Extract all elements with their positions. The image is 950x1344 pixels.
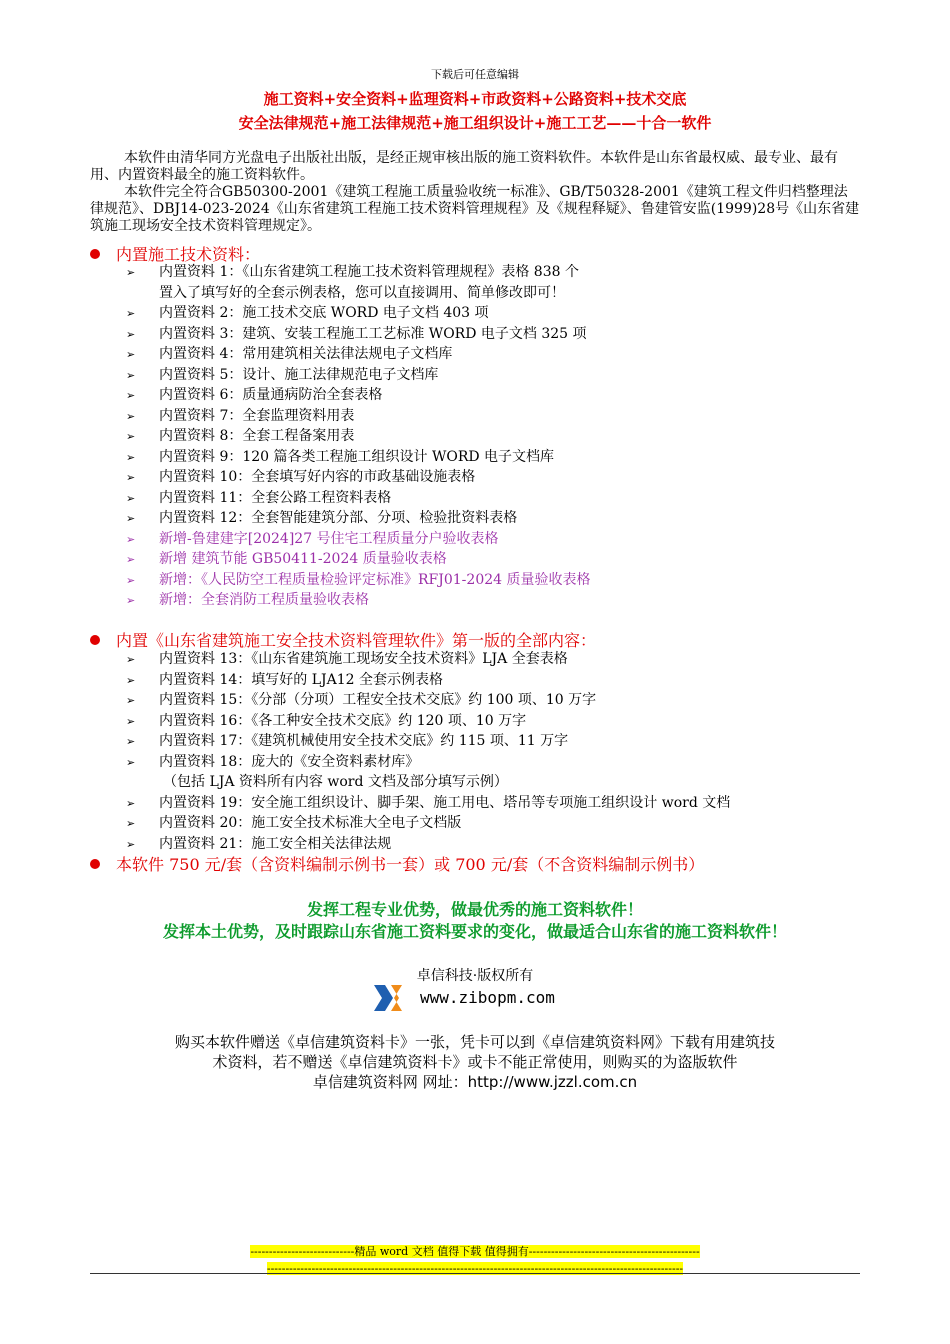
list-item-text: 内置资料 3：建筑、安装工程施工工艺标准 WORD 电子文档 325 项 [159,325,587,342]
list-item [126,303,591,324]
list-item [126,711,730,732]
arrow-bullet-icon: ➢ [126,796,136,810]
list-item-new [126,590,591,611]
price-text: 本软件 750 元/套（含资料编制示例书一套）或 700 元/套（不含资料编制示例书） [116,855,705,874]
arrow-bullet-icon: ➢ [126,450,136,464]
arrow-bullet-icon: ➢ [126,735,136,748]
edit-note: 下载后可任意编辑 [431,68,519,81]
list-item-text: 内置资料 11：全套公路工程资料表格 [159,489,392,506]
list-item-new [126,529,591,550]
list-item-text: 内置资料 12：全套智能建筑分部、分项、检验批资料表格 [159,510,518,526]
arrow-bullet-icon: ➢ [126,368,136,382]
arrow-bullet-icon: ➢ [126,409,136,423]
list-item [126,324,591,345]
list-item-text: 内置资料 9：120 篇各类工程施工组织设计 WORD 电子文档库 [159,448,555,465]
list-item [126,649,730,670]
site-address: 卓信建筑资料网 网址：http://www.jzzl.com.cn [312,1073,638,1091]
arrow-bullet-icon: ➢ [126,817,136,830]
list-item-text: 内置资料 13：《山东省建筑施工现场安全技术资料》LJA 全套表格 [159,651,568,667]
footer-divider [90,1273,860,1274]
list-item [126,834,730,855]
section-heading-safety [90,628,596,651]
list-item [126,752,730,773]
list-item-text: 置入了填写好的全套示例表格，您可以直接调用、简单修改即可！ [159,284,565,301]
list-item-text: 内置资料 8：全套工程备案用表 [159,428,355,444]
gift-notice-line-2: 术资料，若不赠送《卓信建筑资料卡》或卡不能正常使用，则购买的为盗版软件 [212,1053,738,1071]
list-item-text: 内置资料 1：《山东省建筑工程施工技术资料管理规程》表格 838 个 [159,264,579,280]
list-item-new [126,549,591,570]
arrow-bullet-icon: ➢ [126,430,136,443]
list-item-text: 新增：《人民防空工程质量检验评定标准》RFJ01-2024 质量验收表格 [159,571,591,588]
arrow-bullet-icon: ➢ [126,471,136,484]
list-item [126,467,591,488]
list-item [126,488,591,509]
banner-line-2: 安全法律规范+施工法律规范+施工组织设计+施工工艺——十合一软件 [238,114,712,132]
copyright-text: 卓信科技·版权所有 [416,968,534,984]
arrow-bullet-icon: ➢ [126,348,136,361]
arrow-bullet-icon: ➢ [126,307,136,320]
arrow-bullet-icon: ➢ [126,512,136,525]
arrow-bullet-icon: ➢ [126,714,136,728]
list-item [126,813,730,834]
list-item [126,262,591,283]
list-item-text: 内置资料 20：施工安全技术标准大全电子文档版 [159,815,462,831]
list-item-text: （包括 LJA 资料所有内容 word 文档及部分填写示例） [163,774,508,790]
list-item-continuation [126,283,591,304]
arrow-bullet-icon: ➢ [126,389,136,402]
list-item-text: 内置资料 17：《建筑机械使用安全技术交底》约 115 项、11 万字 [159,733,569,749]
list-item-continuation [126,772,730,793]
list-item-text: 新增 建筑节能 GB50411-2024 质量验收表格 [159,551,447,567]
arrow-bullet-icon: ➢ [126,653,136,666]
list-item-text: 内置资料 21：施工安全相关法律法规 [159,835,392,852]
slogan-line-2: 发挥本土优势，及时跟踪山东省施工资料要求的变化，做最适合山东省的施工资料软件！ [162,922,787,941]
list-item-text: 内置资料 14：填写好的 LJA12 全套示例表格 [159,671,443,688]
list-item [126,731,730,752]
footer-text: ----------------------------精品 word 文档 值得下载 值得拥有---------------------------------------------- [250,1245,700,1258]
arrow-bullet-icon: ➢ [126,837,136,851]
slogan-line-1: 发挥工程专业优势，做最优秀的施工资料软件！ [306,900,643,919]
arrow-bullet-icon: ➢ [126,266,136,279]
intro-paragraph-1: 本软件由清华同方光盘电子出版社出版，是经正规审核出版的施工资料软件。本软件是山东省最权威、最专业、最有用、内置资料最全的施工资料软件。 [90,150,838,183]
list-item-text: 内置资料 2：施工技术交底 WORD 电子文档 403 项 [159,305,489,321]
list-item [126,344,591,365]
banner-line-1: 施工资料+安全资料+监理资料+市政资料+公路资料+技术交底 [263,90,687,108]
arrow-bullet-icon: ➢ [126,532,136,546]
arrow-bullet-icon: ➢ [126,755,136,769]
list-item-text: 内置资料 18：庞大的《安全资料素材库》 [159,753,420,770]
list-item-text: 内置资料 5：设计、施工法律规范电子文档库 [159,366,439,383]
list-item [126,690,730,711]
arrow-bullet-icon: ➢ [126,573,136,587]
arrow-bullet-icon: ➢ [126,491,136,505]
arrow-bullet-icon: ➢ [126,594,136,607]
list-item-text: 新增-鲁建建字[2024]27 号住宅工程质量分户验收表格 [159,530,499,547]
list-item [126,508,591,529]
list-item-text: 新增：全套消防工程质量验收表格 [159,592,369,608]
price-line [90,852,704,875]
list-item-text: 内置资料 7：全套监理资料用表 [159,407,355,424]
zhuoxin-logo-icon [372,983,404,1013]
list-item [126,447,591,468]
intro [90,150,860,235]
builtin-list [126,262,591,611]
arrow-bullet-icon: ➢ [126,327,136,341]
list-item-text: 内置资料 16：《各工种安全技术交底》约 120 项、10 万字 [159,712,527,729]
gift-notice-line-1: 购买本软件赠送《卓信建筑资料卡》一张，凭卡可以到《卓信建筑资料网》下载有用建筑技 [174,1033,775,1051]
red-dot-icon [90,859,100,869]
list-item [126,670,730,691]
list-item [126,385,591,406]
list-item [126,426,591,447]
intro-paragraph-2: 本软件完全符合GB50300-2001《建筑工程施工质量验收统一标准》、GB/T50328-2001《建筑工程文件归档整理法律规范》、DBJ14-023-2024《山东省建筑工程施工技术资料管理规程》及《规程释疑》、鲁建管安监(1999)28号《山东省建筑施工现场安全技术资料管理规定》。 [90,184,860,234]
website-link[interactable]: www.zibopm.com [420,988,555,1007]
section-heading-label: 内置《山东省建筑施工安全技术资料管理软件》第一版的全部内容： [116,631,597,650]
section-heading-label: 内置施工技术资料： [116,245,261,264]
arrow-bullet-icon: ➢ [126,694,136,707]
footer-text: ---------------------------------------------------------------------------------------------------------------- [266,1262,684,1275]
list-item [126,365,591,386]
list-item-text: 内置资料 10：全套填写好内容的市政基础设施表格 [159,469,476,485]
arrow-bullet-icon: ➢ [126,553,136,566]
arrow-bullet-icon: ➢ [126,673,136,687]
safety-list [126,649,730,854]
list-item-text: 内置资料 4：常用建筑相关法律法规电子文档库 [159,346,453,362]
red-dot-icon [90,249,100,259]
list-item-text: 内置资料 6：质量通病防治全套表格 [159,387,383,403]
red-dot-icon [90,635,100,645]
list-item-text: 内置资料 19：安全施工组织设计、脚手架、施工用电、塔吊等专项施工组织设计 word 文档 [159,794,731,811]
list-item [126,406,591,427]
list-item-text: 内置资料 15：《分部（分项）工程安全技术交底》约 100 项、10 万字 [159,692,597,708]
list-item [126,793,730,814]
list-item-new [126,570,591,591]
